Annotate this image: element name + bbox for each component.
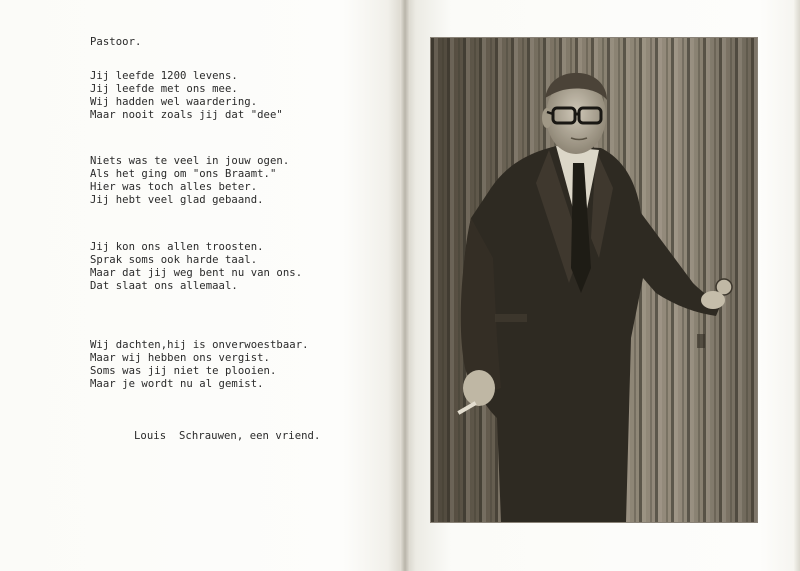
poem-line: Dat slaat ons allemaal. [90, 280, 238, 292]
poem-line: Wij hadden wel waardering. [90, 96, 258, 108]
poem-line: Sprak soms ook harde taal. [90, 254, 258, 266]
stanza-1 [90, 70, 390, 122]
poem-line: Jij leefde 1200 levens. [90, 70, 238, 82]
stanza-4 [90, 339, 390, 391]
poem-title: Pastoor. [90, 36, 142, 48]
stanza-3 [90, 241, 390, 293]
poem-signature: Louis Schrauwen, een vriend. [134, 430, 321, 442]
poem-line: Niets was te veel in jouw ogen. [90, 155, 290, 167]
poem-line: Hier was toch alles beter. [90, 181, 258, 193]
portrait-photo [431, 38, 757, 522]
poem-line: Maar je wordt nu al gemist. [90, 378, 264, 390]
poem-line: Jij leefde met ons mee. [90, 83, 238, 95]
poem-line: Jij kon ons allen troosten. [90, 241, 264, 253]
poem [90, 36, 390, 443]
poem-line: Wij dachten,hij is onverwoestbaar. [90, 339, 309, 351]
poem-line: Maar wij hebben ons vergist. [90, 352, 270, 364]
poem-line: Jij hebt veel glad gebaand. [90, 194, 264, 206]
stanza-2 [90, 155, 390, 207]
poem-line: Als het ging om "ons Braamt." [90, 168, 277, 180]
poem-line: Maar dat jij weg bent nu van ons. [90, 267, 303, 279]
poem-line: Soms was jij niet te plooien. [90, 365, 277, 377]
poem-line: Maar nooit zoals jij dat "dee" [90, 109, 283, 121]
page-edge [794, 0, 800, 571]
book-gutter [400, 0, 410, 571]
